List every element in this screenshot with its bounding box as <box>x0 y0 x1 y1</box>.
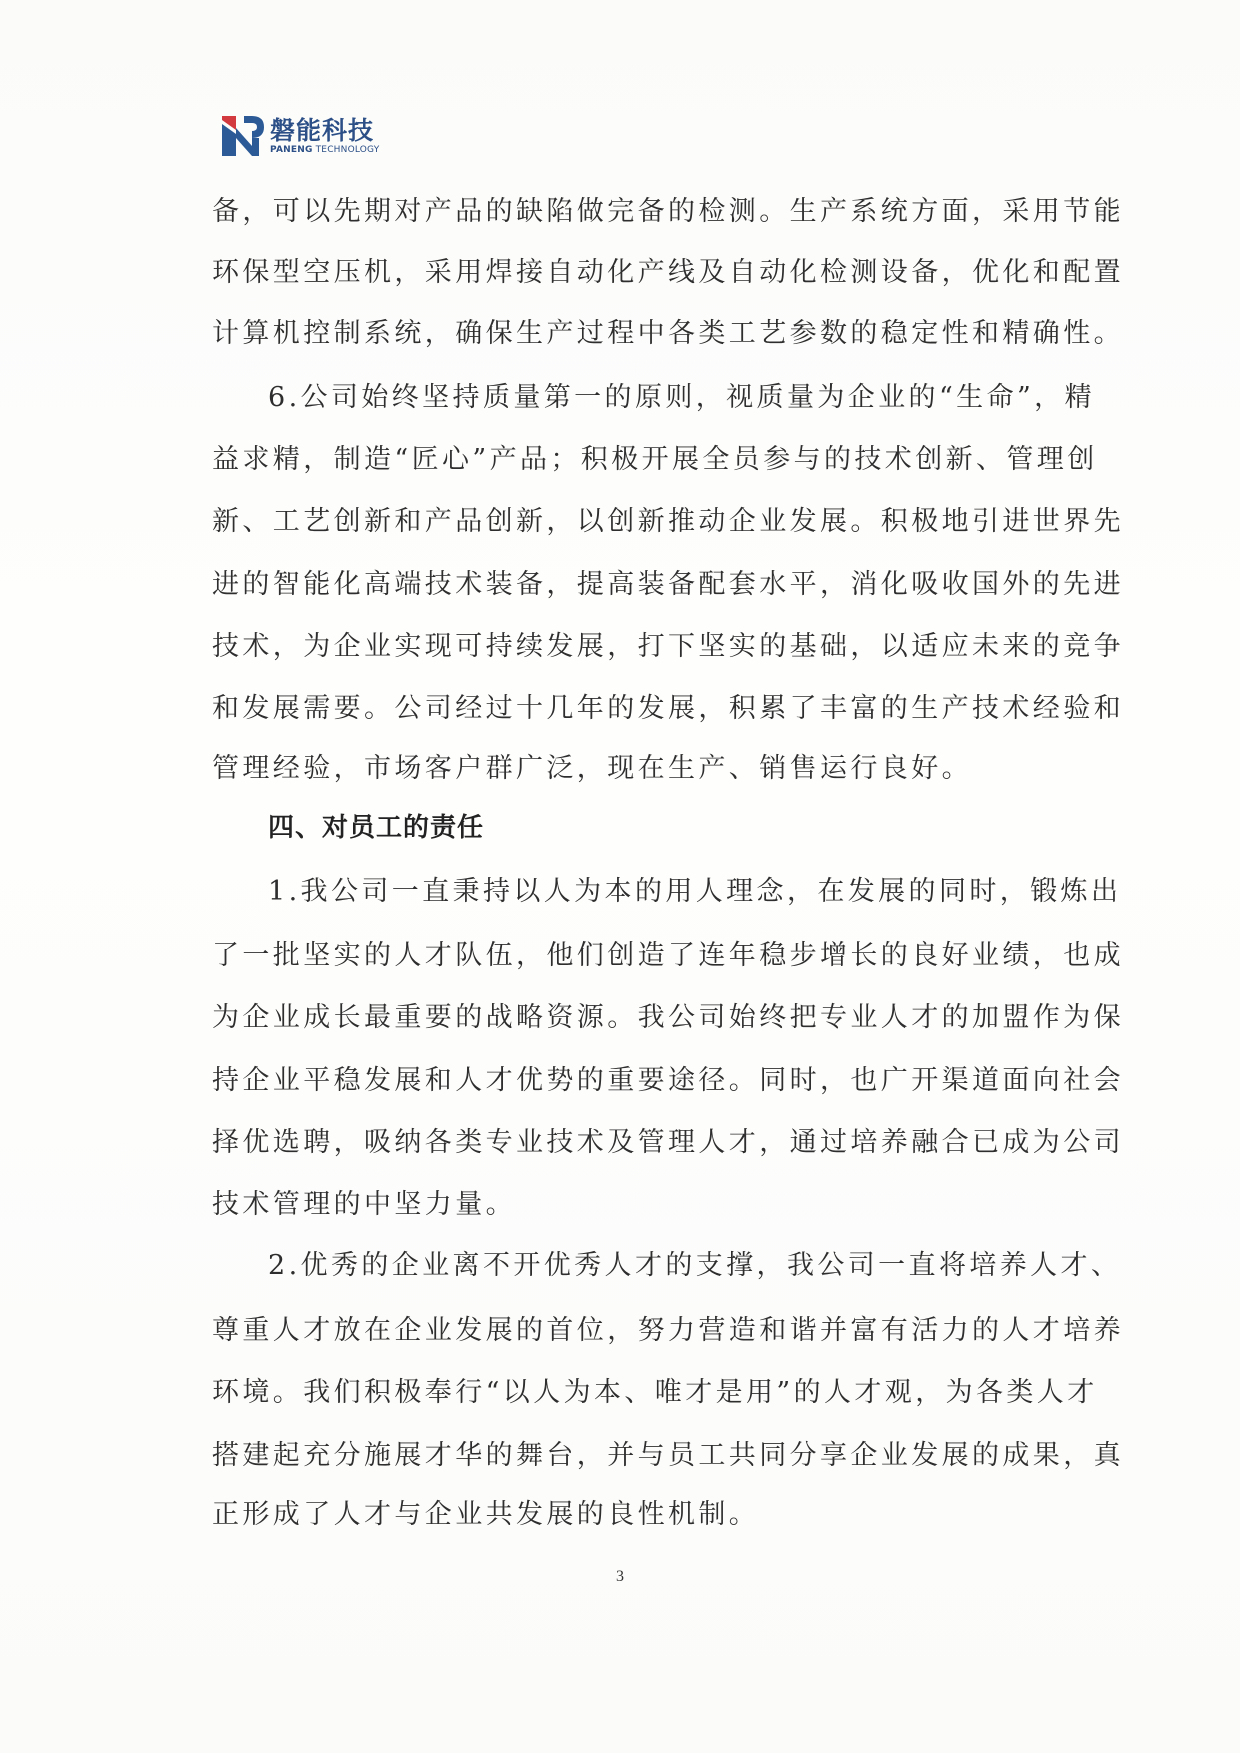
paragraph-line: 择优选聘，吸纳各类专业技术及管理人才，通过培养融合已成为公司 <box>212 1127 1124 1158</box>
paragraph-line: 持企业平稳发展和人才优势的重要途径。同时，也广开渠道面向社会 <box>212 1065 1124 1096</box>
page-number: 3 <box>616 1568 624 1585</box>
paragraph-line: 2.优秀的企业离不开优秀人才的支撑，我公司一直将培养人才、 <box>268 1250 1122 1281</box>
logo-english-bold: PANENG <box>270 144 313 155</box>
paragraph-line: 技术管理的中坚力量。 <box>212 1189 516 1220</box>
paragraph-line: 技术，为企业实现可持续发展，打下坚实的基础，以适应未来的竞争 <box>212 631 1124 662</box>
paragraph-line: 备，可以先期对产品的缺陷做完备的检测。生产系统方面，采用节能 <box>212 196 1124 227</box>
logo-chinese-name: 磐能科技 <box>270 115 375 145</box>
paragraph-line: 搭建起充分施展才华的舞台，并与员工共同分享企业发展的成果，真 <box>212 1440 1124 1471</box>
paneng-logo-icon <box>222 116 264 156</box>
paragraph-line: 了一批坚实的人才队伍，他们创造了连年稳步增长的良好业绩，也成 <box>212 940 1124 971</box>
paragraph-line: 为企业成长最重要的战略资源。我公司始终把专业人才的加盟作为保 <box>212 1002 1124 1033</box>
paragraph-line: 管理经验，市场客户群广泛，现在生产、销售运行良好。 <box>212 753 972 784</box>
paragraph-line: 和发展需要。公司经过十几年的发展，积累了丰富的生产技术经验和 <box>212 693 1124 724</box>
company-logo <box>222 114 379 158</box>
paragraph-line: 1.我公司一直秉持以人为本的用人理念，在发展的同时，锻炼出 <box>268 876 1122 907</box>
paragraph-line: 环保型空压机，采用焊接自动化产线及自动化检测设备，优化和配置 <box>212 257 1124 288</box>
paragraph-line: 进的智能化高端技术装备，提高装备配套水平，消化吸收国外的先进 <box>212 569 1124 600</box>
paragraph-line: 环境。我们积极奉行“以人为本、唯才是用”的人才观，为各类人才 <box>212 1377 1098 1408</box>
logo-english-rest: TECHNOLOGY <box>312 144 380 155</box>
paragraph-line: 正形成了人才与企业共发展的良性机制。 <box>212 1499 760 1530</box>
paragraph-line: 6.公司始终坚持质量第一的原则，视质量为企业的“生命”，精 <box>268 382 1095 413</box>
section-heading: 四、对员工的责任 <box>268 813 485 843</box>
logo-english-name <box>270 146 379 155</box>
paragraph-line: 计算机控制系统，确保生产过程中各类工艺参数的稳定性和精确性。 <box>212 318 1124 349</box>
paragraph-line: 益求精，制造“匠心”产品；积极开展全员参与的技术创新、管理创 <box>212 444 1098 475</box>
paragraph-line: 新、工艺创新和产品创新，以创新推动企业发展。积极地引进世界先 <box>212 506 1124 537</box>
paragraph-line: 尊重人才放在企业发展的首位，努力营造和谐并富有活力的人才培养 <box>212 1315 1124 1346</box>
